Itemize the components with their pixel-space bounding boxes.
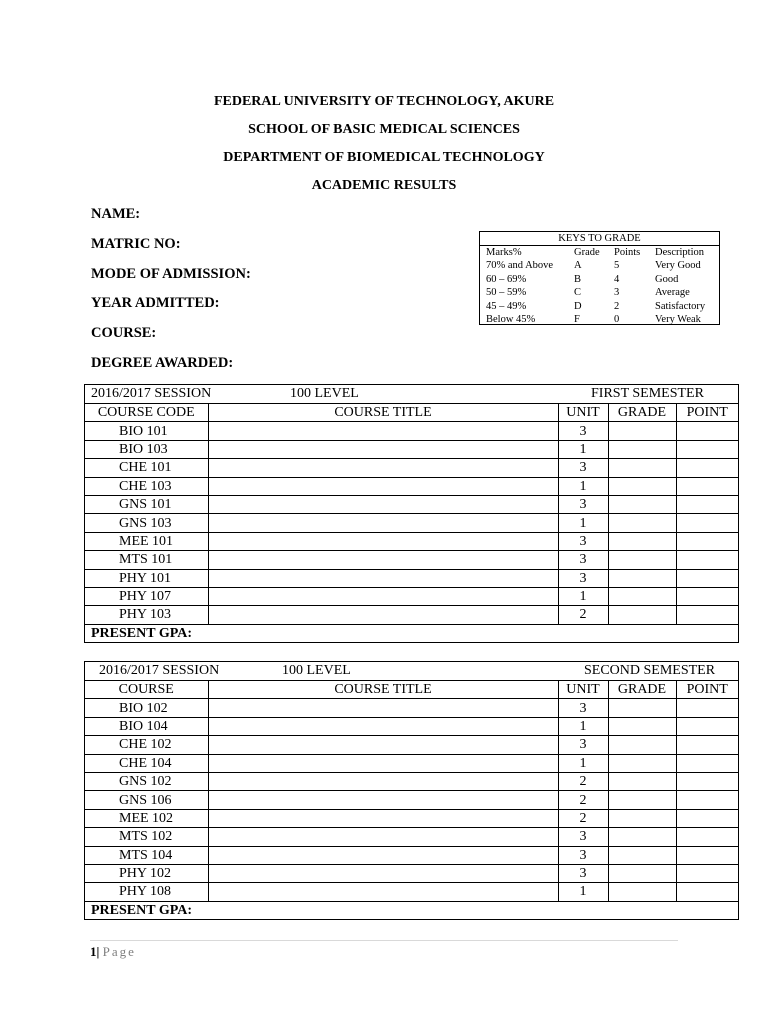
point-cell: [676, 606, 738, 624]
point-cell: [676, 754, 738, 772]
course-code-cell: GNS 103: [85, 514, 208, 532]
col-point: POINT: [676, 681, 738, 699]
keys-marks: 60 – 69%: [486, 273, 527, 285]
unit-cell: 1: [558, 883, 608, 901]
keys-grade: F: [574, 313, 580, 325]
point-cell: [676, 587, 738, 605]
col-grade: GRADE: [608, 404, 676, 422]
keys-marks: Below 45%: [486, 313, 536, 325]
keys-description: Satisfactory: [655, 300, 706, 312]
keys-marks: 50 – 59%: [486, 287, 527, 299]
table-row: [85, 440, 738, 458]
page-number: 1: [90, 944, 97, 959]
point-cell: [676, 699, 738, 717]
point-cell: [676, 477, 738, 495]
document-title: ACADEMIC RESULTS: [311, 178, 457, 193]
course-code-cell: CHE 101: [85, 459, 208, 477]
keys-description: Average: [655, 287, 690, 299]
col-course: COURSE: [85, 681, 208, 699]
grade-cell: [608, 736, 676, 754]
keys-rows: [480, 259, 719, 326]
course-code-cell: PHY 102: [85, 864, 208, 882]
unit-cell: 1: [558, 754, 608, 772]
course-title-cell: [208, 587, 558, 605]
keys-points: 4: [614, 273, 620, 285]
second-semester-header: [85, 662, 738, 680]
unit-cell: 3: [558, 532, 608, 550]
grade-cell: [608, 587, 676, 605]
second-semester-grid: [85, 680, 738, 919]
grade-cell: [608, 754, 676, 772]
course-code-cell: BIO 102: [85, 699, 208, 717]
second-level-label: 100 LEVEL: [282, 663, 351, 678]
year-admitted-label: YEAR ADMITTED:: [91, 295, 220, 311]
table-row: [85, 477, 738, 495]
col-unit: UNIT: [558, 404, 608, 422]
unit-cell: 1: [558, 440, 608, 458]
university-name: FEDERAL UNIVERSITY OF TECHNOLOGY, AKURE: [213, 94, 555, 109]
unit-cell: 1: [558, 514, 608, 532]
col-course-code: COURSE CODE: [85, 404, 208, 422]
grade-cell: [608, 883, 676, 901]
keys-header-marks: Marks%: [486, 247, 522, 258]
grade-cell: [608, 606, 676, 624]
table-row: [85, 864, 738, 882]
keys-marks: 45 – 49%: [486, 300, 527, 312]
keys-row: [480, 313, 719, 326]
grade-cell: [608, 422, 676, 440]
school-name: SCHOOL OF BASIC MEDICAL SCIENCES: [248, 122, 520, 137]
point-cell: [676, 717, 738, 735]
grade-cell: [608, 828, 676, 846]
unit-cell: 2: [558, 791, 608, 809]
table-row: [85, 606, 738, 624]
course-title-cell: [208, 864, 558, 882]
point-cell: [676, 846, 738, 864]
course-code-cell: MTS 102: [85, 828, 208, 846]
point-cell: [676, 772, 738, 790]
course-title-cell: [208, 440, 558, 458]
keys-row: [480, 259, 719, 272]
grade-cell: [608, 864, 676, 882]
keys-header-row: [480, 246, 719, 259]
col-point: POINT: [676, 404, 738, 422]
course-title-cell: [208, 754, 558, 772]
keys-grade: B: [574, 273, 582, 285]
table-row: [85, 587, 738, 605]
table-row: [85, 551, 738, 569]
keys-header-points: Points: [614, 247, 641, 258]
course-title-cell: [208, 699, 558, 717]
keys-header-grade: Grade: [574, 247, 600, 258]
first-semester-table: [84, 384, 739, 643]
course-code-cell: GNS 101: [85, 495, 208, 513]
table-row: [85, 736, 738, 754]
unit-cell: 2: [558, 606, 608, 624]
unit-cell: 2: [558, 809, 608, 827]
first-semester-header: [85, 385, 738, 403]
keys-points: 3: [614, 287, 620, 299]
course-title-cell: [208, 791, 558, 809]
course-title-cell: [208, 846, 558, 864]
course-title-cell: [208, 495, 558, 513]
grade-cell: [608, 440, 676, 458]
keys-row: [480, 286, 719, 299]
unit-cell: 3: [558, 495, 608, 513]
table-row: [85, 422, 738, 440]
course-title-cell: [208, 532, 558, 550]
footer-divider: [90, 940, 678, 941]
course-title-cell: [208, 514, 558, 532]
present-gpa-label: PRESENT GPA:: [85, 901, 738, 919]
point-cell: [676, 569, 738, 587]
course-title-cell: [208, 717, 558, 735]
table-row: [85, 772, 738, 790]
course-code-cell: PHY 103: [85, 606, 208, 624]
grade-cell: [608, 495, 676, 513]
first-semester-grid: [85, 403, 738, 642]
course-title-cell: [208, 883, 558, 901]
course-title-cell: [208, 772, 558, 790]
course-title-cell: [208, 422, 558, 440]
department-name: DEPARTMENT OF BIOMEDICAL TECHNOLOGY: [223, 150, 545, 165]
point-cell: [676, 551, 738, 569]
point-cell: [676, 532, 738, 550]
course-code-cell: GNS 106: [85, 791, 208, 809]
unit-cell: 3: [558, 736, 608, 754]
keys-title: KEYS TO GRADE: [480, 232, 719, 246]
keys-description: Good: [655, 273, 679, 285]
keys-points: 5: [614, 260, 620, 272]
course-code-cell: BIO 101: [85, 422, 208, 440]
first-semester-label: FIRST SEMESTER: [591, 386, 704, 401]
keys-points: 0: [614, 313, 620, 325]
course-code-cell: CHE 104: [85, 754, 208, 772]
unit-cell: 2: [558, 772, 608, 790]
point-cell: [676, 864, 738, 882]
table-row: [85, 699, 738, 717]
first-column-headers: [85, 404, 738, 422]
keys-grade: D: [574, 300, 582, 312]
col-course-title: COURSE TITLE: [208, 404, 558, 422]
grade-cell: [608, 717, 676, 735]
gpa-row: [85, 901, 738, 919]
course-code-cell: CHE 102: [85, 736, 208, 754]
table-row: [85, 754, 738, 772]
mode-of-admission-label: MODE OF ADMISSION:: [91, 266, 251, 282]
unit-cell: 3: [558, 551, 608, 569]
page-word: Page: [102, 944, 136, 959]
unit-cell: 3: [558, 699, 608, 717]
grade-cell: [608, 551, 676, 569]
second-column-headers: [85, 681, 738, 699]
table-row: [85, 459, 738, 477]
grade-cell: [608, 459, 676, 477]
matric-label: MATRIC NO:: [91, 236, 181, 252]
course-code-cell: PHY 107: [85, 587, 208, 605]
course-title-cell: [208, 736, 558, 754]
keys-marks: 70% and Above: [486, 260, 554, 272]
table-row: [85, 883, 738, 901]
course-title-cell: [208, 551, 558, 569]
unit-cell: 3: [558, 846, 608, 864]
grade-cell: [608, 809, 676, 827]
course-title-cell: [208, 569, 558, 587]
keys-grade: A: [574, 260, 582, 272]
course-code-cell: MTS 101: [85, 551, 208, 569]
keys-description: Very Good: [655, 260, 701, 272]
point-cell: [676, 459, 738, 477]
keys-row: [480, 273, 719, 286]
unit-cell: 3: [558, 828, 608, 846]
grade-cell: [608, 699, 676, 717]
table-row: [85, 717, 738, 735]
table-row: [85, 846, 738, 864]
course-title-cell: [208, 828, 558, 846]
point-cell: [676, 736, 738, 754]
second-semester-label: SECOND SEMESTER: [584, 663, 716, 678]
page-footer: [90, 944, 136, 960]
course-code-cell: MTS 104: [85, 846, 208, 864]
keys-row: [480, 300, 719, 313]
point-cell: [676, 809, 738, 827]
course-label: COURSE:: [91, 325, 157, 341]
grade-cell: [608, 532, 676, 550]
course-code-cell: PHY 101: [85, 569, 208, 587]
point-cell: [676, 791, 738, 809]
col-course-title: COURSE TITLE: [208, 681, 558, 699]
unit-cell: 1: [558, 587, 608, 605]
course-code-cell: MEE 102: [85, 809, 208, 827]
point-cell: [676, 828, 738, 846]
course-title-cell: [208, 459, 558, 477]
second-semester-table: [84, 661, 739, 920]
unit-cell: 1: [558, 717, 608, 735]
table-row: [85, 532, 738, 550]
point-cell: [676, 883, 738, 901]
degree-awarded-label: DEGREE AWARDED:: [91, 355, 234, 371]
table-row: [85, 495, 738, 513]
course-code-cell: CHE 103: [85, 477, 208, 495]
keys-grade: C: [574, 287, 582, 299]
unit-cell: 3: [558, 459, 608, 477]
grade-cell: [608, 791, 676, 809]
grade-cell: [608, 772, 676, 790]
keys-description: Very Weak: [655, 313, 701, 325]
unit-cell: 3: [558, 864, 608, 882]
unit-cell: 3: [558, 569, 608, 587]
point-cell: [676, 495, 738, 513]
course-title-cell: [208, 477, 558, 495]
course-title-cell: [208, 809, 558, 827]
table-row: [85, 514, 738, 532]
first-level-label: 100 LEVEL: [290, 386, 359, 401]
grade-cell: [608, 569, 676, 587]
course-title-cell: [208, 606, 558, 624]
point-cell: [676, 440, 738, 458]
grade-cell: [608, 846, 676, 864]
grade-cell: [608, 514, 676, 532]
table-row: [85, 569, 738, 587]
keys-header-description: Description: [655, 247, 704, 258]
keys-points: 2: [614, 300, 620, 312]
footer-separator: |: [96, 944, 100, 959]
course-code-cell: PHY 108: [85, 883, 208, 901]
course-code-cell: BIO 103: [85, 440, 208, 458]
table-row: [85, 828, 738, 846]
point-cell: [676, 422, 738, 440]
present-gpa-label: PRESENT GPA:: [85, 624, 738, 642]
col-unit: UNIT: [558, 681, 608, 699]
first-session-label: 2016/2017 SESSION: [91, 386, 212, 401]
name-label: NAME:: [91, 206, 141, 222]
course-code-cell: MEE 101: [85, 532, 208, 550]
unit-cell: 1: [558, 477, 608, 495]
keys-to-grade-box: [479, 231, 720, 325]
point-cell: [676, 514, 738, 532]
course-code-cell: GNS 102: [85, 772, 208, 790]
course-code-cell: BIO 104: [85, 717, 208, 735]
unit-cell: 3: [558, 422, 608, 440]
col-grade: GRADE: [608, 681, 676, 699]
table-row: [85, 809, 738, 827]
gpa-row: [85, 624, 738, 642]
second-session-label: 2016/2017 SESSION: [99, 663, 220, 678]
table-row: [85, 791, 738, 809]
grade-cell: [608, 477, 676, 495]
